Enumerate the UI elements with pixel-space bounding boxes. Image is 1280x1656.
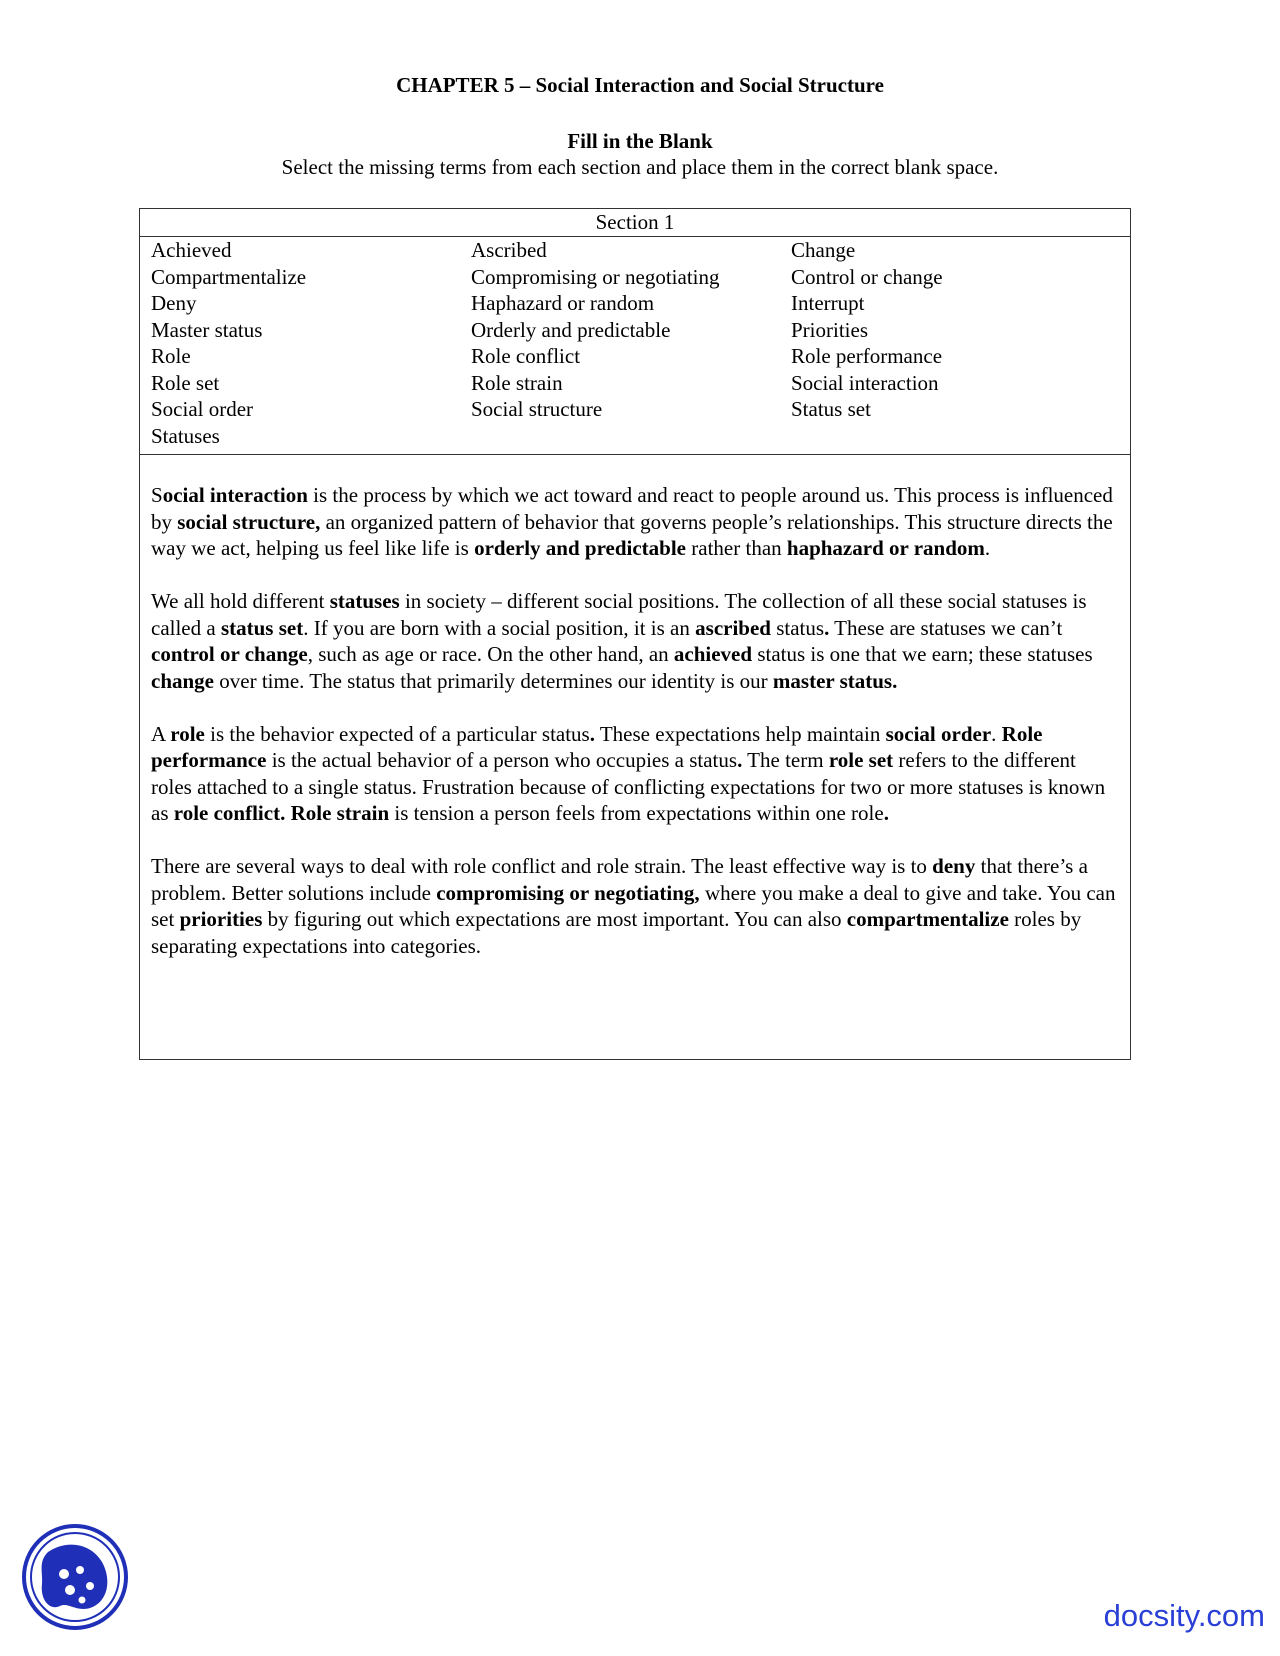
word-bank-term: Master status <box>151 317 263 342</box>
answer-term: compartmentalize <box>846 907 1009 931</box>
passage-text: is tension a person feels from expectations within one role <box>389 801 884 825</box>
answer-term: haphazard or random <box>786 536 985 560</box>
passage-text: , such as age or race. On the other hand, an <box>307 642 674 666</box>
passage-paragraph <box>151 721 1119 827</box>
docsity-brand-link[interactable]: docsity.com <box>1103 1598 1265 1633</box>
word-bank-term: Interrupt <box>791 291 865 315</box>
passage-text: status is one that we earn; these statuses <box>752 642 1093 666</box>
passage-text: . If you are born with a social position, it is an <box>303 615 696 640</box>
answer-term: change <box>151 668 214 693</box>
worksheet-subtitle: Fill in the Blank <box>567 129 713 153</box>
answer-term: control or change <box>151 642 308 666</box>
answer-term: role conflict. Role strain <box>173 801 390 825</box>
passage-text: roles by separating expectations into categories. <box>151 907 1082 958</box>
docsity-logo-icon <box>20 1522 130 1632</box>
passage-text: rather than <box>686 536 787 560</box>
chapter-title: CHAPTER 5 – Social Interaction and Social Structure <box>396 73 884 97</box>
word-bank-term: Role set <box>151 370 220 395</box>
answer-term: social order <box>885 721 992 746</box>
answer-term: priorities <box>179 907 263 931</box>
section-header: Section 1 <box>140 209 1130 237</box>
answer-term: status set <box>220 615 304 640</box>
word-bank-term: Priorities <box>791 317 868 342</box>
answer-term: Role performance <box>151 721 1043 772</box>
answer-term: . <box>824 615 830 640</box>
passage-text: an organized pattern of behavior that governs people’s relationships. This structure directs the way we act, helping us feel like life is <box>151 509 1113 560</box>
passage-text: S <box>151 483 163 507</box>
passage-text: over time. The status that primarily determines our identity is our <box>214 668 773 693</box>
passage-text: status <box>770 615 825 640</box>
word-bank-term: Social structure <box>471 397 603 421</box>
answer-term: compromising or negotiating, <box>436 880 700 905</box>
word-bank-term: Orderly and predictable <box>471 317 671 342</box>
answer-term: master status. <box>772 668 898 693</box>
word-bank-term: Control or change <box>791 264 943 289</box>
answer-term: role <box>170 721 205 746</box>
word-bank <box>140 237 1130 455</box>
section-box <box>139 208 1131 1060</box>
passage-text: These expectations help maintain <box>594 721 886 746</box>
passage-text: . <box>991 721 1002 746</box>
passage-text: is the behavior expected of a particular status <box>204 721 590 746</box>
word-bank-term: Social order <box>151 397 254 421</box>
passage-text: We all hold different <box>151 589 330 613</box>
passage-paragraph <box>151 853 1119 959</box>
passage-text: These are statuses we can’t <box>829 615 1063 640</box>
passage-text: . <box>984 536 991 560</box>
passage-text: where you make a deal to give and take. You can set <box>151 880 1116 931</box>
answer-term: ascribed <box>695 615 771 640</box>
answer-term: orderly and predictable <box>474 536 687 560</box>
passage-text: refers to the different roles attached to a single status. Frustration because of conflicting expectations for two or more statuses is known as <box>151 748 1106 825</box>
answer-term: achieved <box>673 642 753 666</box>
word-bank-term: Role conflict <box>471 344 581 368</box>
word-bank-term: Role strain <box>471 370 563 395</box>
instructions-text: Select the missing terms from each section and place them in the correct blank space. <box>281 155 999 179</box>
passage-paragraph <box>151 588 1119 694</box>
answer-term: statuses <box>329 589 400 613</box>
answer-term: social structure, <box>177 509 321 534</box>
word-bank-term: Haphazard or random <box>471 291 655 315</box>
passage-text: There are several ways to deal with role conflict and role strain. The least effective way is to <box>151 854 933 878</box>
passage-text: is the process by which we act toward and react to people around us. This process is influenced by <box>151 483 1113 534</box>
word-bank-term: Ascribed <box>471 238 547 262</box>
word-bank-term: Status set <box>791 397 871 421</box>
passage-text: A <box>151 721 171 746</box>
answer-term: role set <box>828 748 894 772</box>
word-bank-term: Deny <box>151 291 197 315</box>
answer-term: . <box>737 748 743 772</box>
passage-text: that there’s a problem. Better solutions include <box>151 854 1088 905</box>
word-bank-term: Role <box>151 344 191 368</box>
word-bank-term: Compartmentalize <box>151 264 307 289</box>
answer-term: . <box>883 801 889 825</box>
answer-term: . <box>589 721 595 746</box>
passage-text: The term <box>742 748 829 772</box>
passage <box>140 455 1130 959</box>
passage-paragraph <box>151 482 1119 562</box>
word-bank-term: Achieved <box>151 238 232 262</box>
passage-text: by figuring out which expectations are most important. You can also <box>262 907 847 931</box>
word-bank-term: Change <box>791 238 856 262</box>
passage-text: is the actual behavior of a person who occupies a status <box>266 748 738 772</box>
word-bank-term: Compromising or negotiating <box>471 264 720 289</box>
passage-text: in society – different social positions. The collection of all these social statuses is called a <box>151 589 1087 640</box>
word-bank-term: Role performance <box>791 344 943 368</box>
word-bank-term: Statuses <box>151 423 220 448</box>
word-bank-term: Social interaction <box>791 370 939 395</box>
answer-term: deny <box>932 854 976 878</box>
answer-term: ocial interaction <box>162 483 308 507</box>
